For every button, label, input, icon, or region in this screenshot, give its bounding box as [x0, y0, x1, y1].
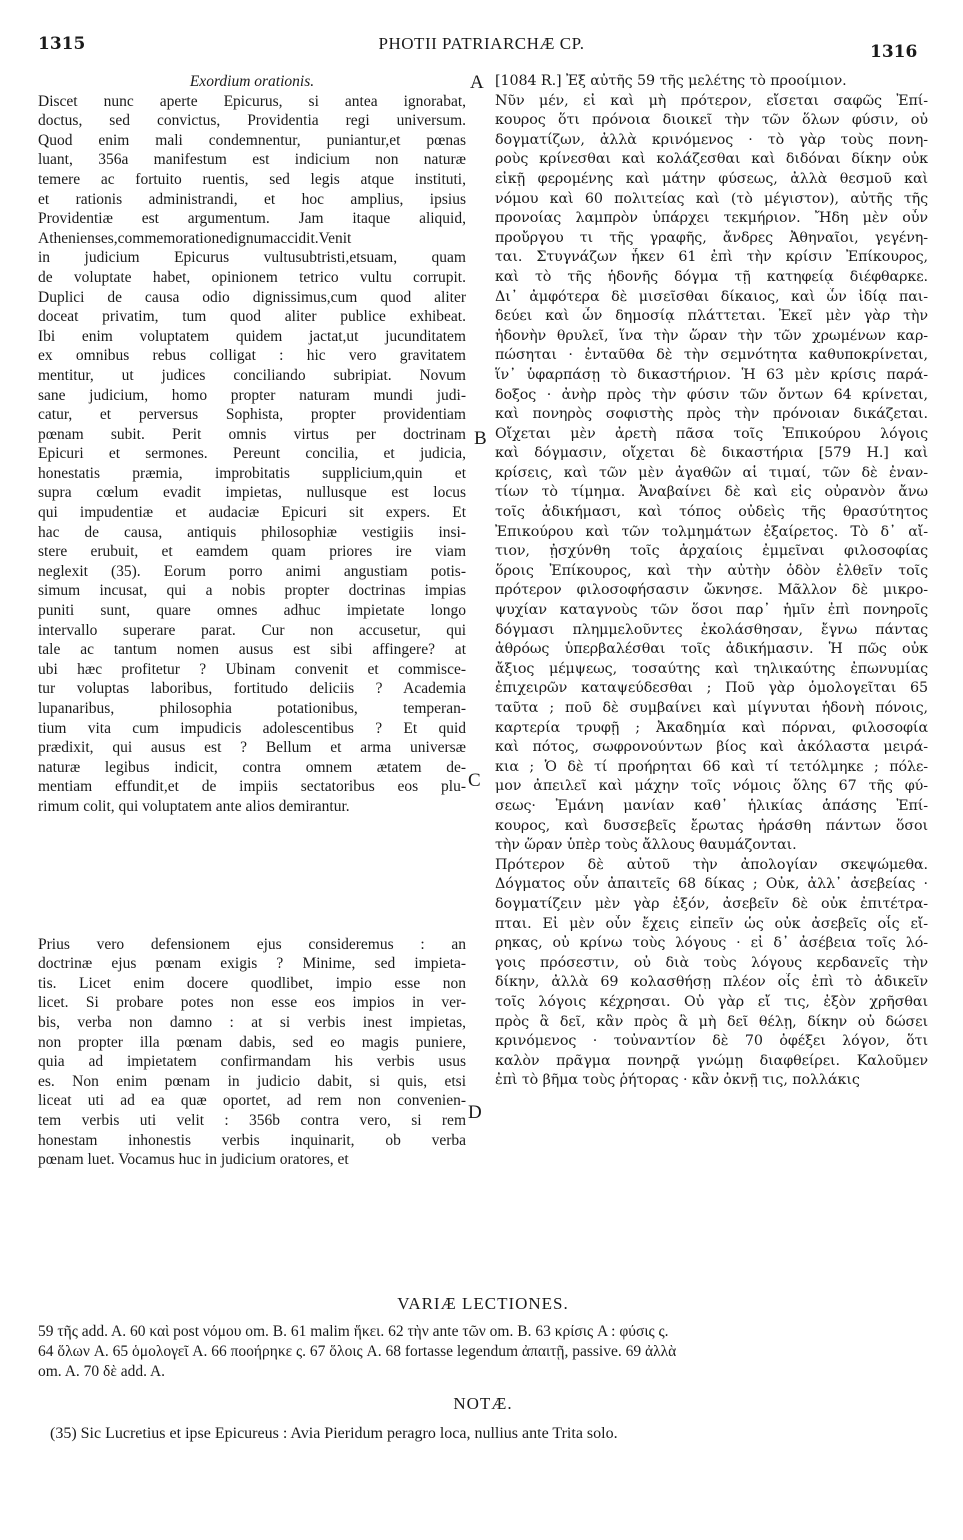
text-line: honestatis præmia, improbitatis supplicium,quin et: [38, 464, 466, 482]
greek-line: τὴν ὥραν ὑπὲρ τοὺς ἄλλους θαυμάζονται.: [495, 837, 797, 854]
greek-line: καὶ δόγμασιν, οἴχεται δὲ δικαστήρια [579 H.] καὶ: [495, 445, 928, 462]
text-line: Duplici de causa odio dignissimus,cum quod aliter: [38, 288, 466, 306]
greek-line: ἀθρόως ὑπερβαλέσθαι τοῖς ἀδικήμασιν. Ἡ πῶς οὐκ: [495, 641, 928, 658]
text-line: Providentiæ est argumentum. Jam itaque aliquid,: [38, 210, 466, 228]
text-line: tem verbis uti velit : 356b contra vero, si rem: [38, 1111, 466, 1129]
greek-line: δοξος · ἀνὴρ πρὸς τὴν φύσιν τῶν ὄντων 64 κρίνεται,: [495, 386, 928, 403]
text-line: stere erubuit, et eamdem quam priores ire viam: [38, 543, 466, 561]
margin-letter-b: B: [474, 428, 487, 449]
running-title: PHOTII PATRIARCHÆ CP.: [378, 34, 585, 53]
text-line: pœnam subit. Perit omnis virtus per doctrinam: [38, 425, 466, 443]
text-line: puniti sunt, quare omnes adhuc impietate longo: [38, 602, 466, 620]
page-header: [0, 32, 963, 72]
text-line: licet. Si probare potes non esse eos impios in ver-: [38, 994, 466, 1012]
text-line: simum incusat, qui a nobis propter doctrinas impias: [38, 582, 466, 600]
greek-line: πρότερον φιλοσοφήσασιν ὤκνησε. Μᾶλλον δὲ μικρο-: [495, 582, 928, 599]
greek-line: ἡδονὴν θρυλεῖ, ἵνα τὴν ὥραν τὴν τῶν χρωμένων καρ-: [495, 327, 928, 344]
text-line: tis. Licet enim docere quodlibet, impio esse non: [38, 974, 466, 992]
greek-line: κια ; Ὁ δὲ τί προήρηται 66 καὶ τί τετόλμηκε ; πόλε-: [495, 758, 928, 775]
text-line: intervallo superare parat. Cur non accusetur, qui: [38, 621, 466, 639]
text-line: Ibi enim voluptatem quidem jactat,ut jucunditatem: [38, 327, 466, 345]
text-line: quia ad impietatem confirmandam his verbis usus: [38, 1053, 466, 1071]
variant-reading-line: om. A. 70 δὲ add. A.: [38, 1363, 166, 1380]
text-line: catur, et perversus Sophista, propter providentiam: [38, 406, 466, 424]
greek-line: ψυχίαν καταγνοὺς τῶν ὅσοι παρ᾽ ἡμῖν ἐπὶ πονηροῖς: [495, 602, 928, 619]
notae-title: NOTÆ.: [453, 1394, 513, 1413]
greek-line: ται. Στυγνάζων ἧκεν 61 ἐπὶ τὴν κρίσιν Ἐπίκουρος,: [495, 249, 928, 266]
greek-line: Οἴχεται μὲν ἀρετὴ πᾶσα τοῖς Ἐπικούρου λόγοις: [495, 425, 928, 442]
text-line: supra cœlum evadit impietas, nullusque est locus: [38, 484, 466, 502]
text-line: qui impudentiæ et audaciæ Epicuri sit expers. Et: [38, 504, 466, 522]
greek-line: τοῖς ἀδικήμασι, καὶ τόπος οὐδεὶς τῆς θρασύτητος: [495, 504, 928, 521]
greek-line: προνοίας λαμπρὸν ὑπάρχει τεκμήριον. Ἤδη μὲν οὖν: [495, 210, 928, 227]
greek-line: δίκην, ἀλλὰ 69 κολασθήσῃ πλέον οἷς ἐπὶ τὸ ἀδικεῖν: [495, 974, 928, 991]
margin-letter-c: C: [468, 770, 481, 791]
text-line: mentiam effundit,et de impiis sectatoribus eos plu-: [38, 778, 466, 796]
greek-line: σεως· Ἐμάνη μανίαν καθ᾽ ἡλικίας ἁπάσης Ἐπί-: [495, 797, 928, 814]
greek-text: [495, 72, 928, 1091]
greek-line: ἐπὶ τὸ βῆμα τοὺς ῥήτορας · κἂν ὀκνῇ τις, πολλάκις: [495, 1072, 860, 1089]
greek-line: καὶ πότος, σωφρονούντων βίος καὶ ἀκόλαστα μειρά-: [495, 739, 928, 756]
variant-reading-line: 59 τῆς add. A. 60 καὶ post νόμου om. B. 61 malim ἥκει. 62 τὴν ante τῶν om. B. 63 κρίσις A : φύσις ς.: [38, 1323, 669, 1340]
column-number-left: 1315: [38, 34, 86, 54]
greek-line: ἄξιος μέμψεως, τοσαύτης καὶ τηλικαύτης ἐπωνυμίας: [495, 660, 928, 677]
greek-line: δογματίζων, ἀλλὰ κρινόμενος · τὸ γὰρ τοὺς πονη-: [495, 131, 928, 148]
greek-line: κουρος ὅτι πρόνοια διοικεῖ τὴν τῶν ὅλων φύσιν, οὐ: [495, 112, 928, 129]
greek-line: προὔργου τι τῆς γραφῆς, ἄνδρες Ἀθηναῖοι, γεγένη-: [495, 229, 928, 246]
greek-line: πώσηται · ἐνταῦθα δὲ τὴν σεμνότητα καθυποκρίνεται,: [495, 347, 928, 364]
greek-line: ἐπιχειρῶν καταψεύδεσθαι ; Ποῦ γὰρ ὁμολογεῖται 65: [495, 680, 928, 697]
text-line: es. Non enim pœnam in judicio dabit, si quis, etsi: [38, 1072, 466, 1090]
note-35: (35) Sic Lucretius et ipse Epicureus : Avia Pieridum peragro loca, nullius ante Trita solo.: [50, 1425, 618, 1442]
greek-line: νόμου καὶ 60 πολιτείας καὶ (τὸ μέγιστον), αὐτῆς τῆς: [495, 190, 928, 207]
greek-line: τοῖς λόγοις κέχρησαι. Οὐ γὰρ εἴ τις, ἐξὸν χρῆσθαι: [495, 993, 928, 1010]
greek-line: δογματίζειν μὲν γὰρ ἐξόν, ἀσεβεῖν δὲ οὐκ ἐπιτέτρα-: [495, 895, 928, 912]
margin-letter-d: D: [468, 1102, 482, 1123]
text-line: tium vita cum impudicis adolescentibus ? Et quid: [38, 719, 466, 737]
greek-line: τίων τὸ τίμημα. Ἀναβαίνει δὲ καὶ εἰς οὐρανὸν ἄνω: [495, 484, 928, 501]
greek-line: δεύει καὶ ὧν δημοσίᾳ πλάττεται. Ἐκεῖ μὲν γὰρ τὴν: [495, 308, 928, 325]
text-line: neglexit (35). Eorum porro animi angustiam potis-: [38, 562, 466, 580]
text-line: rimum colit, qui voluptatem ante alios demirantur.: [38, 797, 350, 815]
latin-paragraph-1: [38, 92, 466, 817]
text-line: sane judicium, homo propter naturam mundi judi-: [38, 386, 466, 404]
text-line: Discet nunc aperte Epicurus, si antea ignorabat,: [38, 92, 466, 110]
greek-line: Πρότερον δὲ αὐτοῦ τὴν ἀπολογίαν σκεψώμεθα.: [495, 856, 928, 873]
text-line: non propter illa pœnam dabis, sed eo magis puniere,: [38, 1033, 466, 1051]
text-line: luant, 356a manifestum est indicium non naturæ: [38, 151, 466, 169]
text-line: ubi hæc profitetur ? Ubinam convenit et commisce-: [38, 660, 466, 678]
greek-line: Ἐπικούρου καὶ τῶν τολμημάτων ἐξαίρετος. Τὸ δ᾽ αἴ-: [495, 523, 928, 540]
greek-line: ὅροις Ἐπίκουρος, καὶ τὴν αὐτὴν ὁδὸν ἐλθεῖν τοῖς: [495, 562, 928, 579]
text-line: hac de causa, antiquis philosophiæ vestigiis insi-: [38, 523, 466, 541]
text-line: tale ac tantum nomen ausus est sibi affingere? at: [38, 641, 466, 659]
column-number-right: 1316: [870, 42, 918, 62]
greek-line: γοις πρόσεστιν, οὐ διὰ τοὺς λόγους κερδανεῖς τὴν: [495, 954, 928, 971]
text-line: naturæ legibus indicit, contra omnem ætatem de-: [38, 758, 466, 776]
greek-line: [1084 R.] Ἐξ αὐτῆς 59 τῆς μελέτης τὸ προοίμιον.: [495, 73, 847, 89]
variae-lectiones: [38, 1322, 928, 1382]
greek-line: καὶ πονηρὸς σοφιστὴς πρὸς τὴν πρόνοιαν δικάζεται.: [495, 406, 928, 423]
text-line: Epicuri et sermones. Pereunt concilia, et judicia,: [38, 445, 466, 463]
greek-line: κρινόμενος · τοὐναντίον δὲ 70 ὀφέξει λόγον, ὅτι: [495, 1033, 928, 1050]
greek-line: καὶ τὸ τῆς ἡδονῆς δόγμα τῇ κατηφείᾳ διέφθαρκε.: [495, 268, 928, 285]
greek-line: πρὸς ἃ δεῖ, κἂν πρὸς ἃ μὴ δεῖ θέλῃ, δίκην οὐ δώσει: [495, 1013, 928, 1030]
greek-line: Νῦν μέν, εἰ καὶ μὴ πρότερον, εἴσεται σαφῶς Ἐπί-: [495, 92, 928, 109]
text-line: mentitur, ut judices conciliando subripiat. Novum: [38, 366, 466, 384]
greek-line: καλὸν πρᾶγμα πονηρᾷ γνώμῃ διαφθείρει. Καλοῦμεν: [495, 1052, 928, 1069]
text-line: doctus, sed convictus, Providentia regi universum.: [38, 112, 466, 130]
greek-line: πται. Εἰ μὲν οὖν ἔχεις εἰπεῖν ὡς οὐκ ἀσεβεῖς οἷς εἴ-: [495, 915, 928, 932]
greek-column: [495, 72, 928, 1091]
greek-line: ρηκας, οὐ κρίνω τοὺς λόγους · εἰ δ᾽ ἀσέβεια τοῖς λό-: [495, 935, 928, 952]
text-line: honestam inhonestis verbis inquinarit, ob verba: [38, 1131, 466, 1149]
text-line: in judicium Epicurus vultusubtristi,etsuam, quam: [38, 249, 466, 267]
text-line: ex omnibus rebus colligat : hic vero gravitatem: [38, 347, 466, 365]
text-line: doceat privatim, tum quod aliter publice exhibeat.: [38, 308, 466, 326]
text-line: de voluptate habet, opinionem tetrico vultu corrupit.: [38, 268, 466, 286]
text-line: Prius vero defensionem ejus consideremus : an: [38, 935, 466, 953]
greek-line: καρτερία τρυφῇ ; Ἀκαδημία καὶ πόρναι, φιλοσοφία: [495, 719, 928, 736]
text-line: temere ac fortuito ruentis, sed legis atque instituti,: [38, 170, 466, 188]
text-line: et rationis administrandi, et hoc amplius, ipsius: [38, 190, 466, 208]
variae-lectiones-title: VARIÆ LECTIONES.: [397, 1294, 569, 1313]
greek-line: τιον, ᾐσχύνθη τοῖς ἀρχαίοις ἐμμεῖναι φιλοσοφίας: [495, 543, 928, 560]
greek-line: ροὺς κρίνεσθαι καὶ κολάζεσθαι καὶ διδόναι δίκην οὐκ: [495, 151, 928, 168]
text-line: bis, verba non damno : at si verbis inest impietas,: [38, 1013, 466, 1031]
latin-heading: Exordium orationis.: [189, 73, 315, 90]
text-line: lupanaribus, philosophia potationibus, temperan-: [38, 700, 466, 717]
greek-line: κουρος, καὶ δυσσεβεῖς ἔρωτας ἠράσθη πάντων ὅσοι: [495, 817, 928, 834]
greek-line: Δόγματος οὖν ἀπαιτεῖς 68 δίκας ; Οὐκ, ἀλλ᾽ ἀσεβείας ·: [495, 876, 928, 893]
greek-line: ταῦτα ; ποῦ δὲ συμβαίνει καὶ μίγνυται ἡδονὴ πόνοις,: [495, 700, 928, 716]
text-line: Quod enim mali condemnentur, puniantur,et pœnas: [38, 131, 466, 149]
variant-reading-line: 64 ὅλων A. 65 ὁμολογεῖ A. 66 ποοήρηκε ς. 67 ὅλοις A. 68 fortasse legendum ἀπαιτῇ, passive. 69 ἀλλὰ: [38, 1343, 677, 1360]
latin-paragraph-2: [38, 935, 466, 1170]
text-line: Athenienses,commemorationedignumaccidit.Venit: [38, 229, 352, 247]
latin-column: [38, 72, 466, 1170]
greek-line: Δι᾽ ἀμφότερα δὲ μισεῖσθαι δίκαιος, καὶ ὧν ἰδίᾳ παι-: [495, 288, 928, 305]
greek-line: δόγμασι πλημμελοῦντες ἐκολάσθησαν, ἔγνω πάντας: [495, 621, 928, 638]
text-line: tur voluptas laboribus, fortitudo deliciis ? Academia: [38, 680, 466, 698]
greek-line: μον ἀπειλεῖ καὶ μάχην τοῖς νόμοις ὅλης 67 τῆς φύ-: [495, 778, 928, 795]
greek-line: κρίσεις, καὶ τῶν μὲν ἀγαθῶν αἱ τιμαί, τῶν δὲ ἐναν-: [495, 464, 928, 481]
greek-line: εἰκῇ φερομένης καὶ μάτην φύσεως, ἀλλὰ θεσμοῦ καὶ: [495, 170, 928, 187]
text-line: prædixit, qui ausus est ? Bellum et arma universæ: [38, 739, 466, 757]
margin-letter-a: A: [470, 72, 484, 93]
column-gap: [38, 817, 466, 935]
text-line: doctrinæ ejus pœnam exigis ? Minime, sed impieta-: [38, 955, 466, 973]
greek-line: ἵν᾽ ὑφαρπάσῃ τὸ δικαστήριον. Ἡ 63 μὲν κρίσις παρά-: [495, 366, 928, 383]
text-line: liceat uti ad ea quæ oportet, ad rem non convenien-: [38, 1092, 466, 1110]
text-line: pœnam luet. Vocamus huc in judicium oratores, et: [38, 1151, 349, 1169]
